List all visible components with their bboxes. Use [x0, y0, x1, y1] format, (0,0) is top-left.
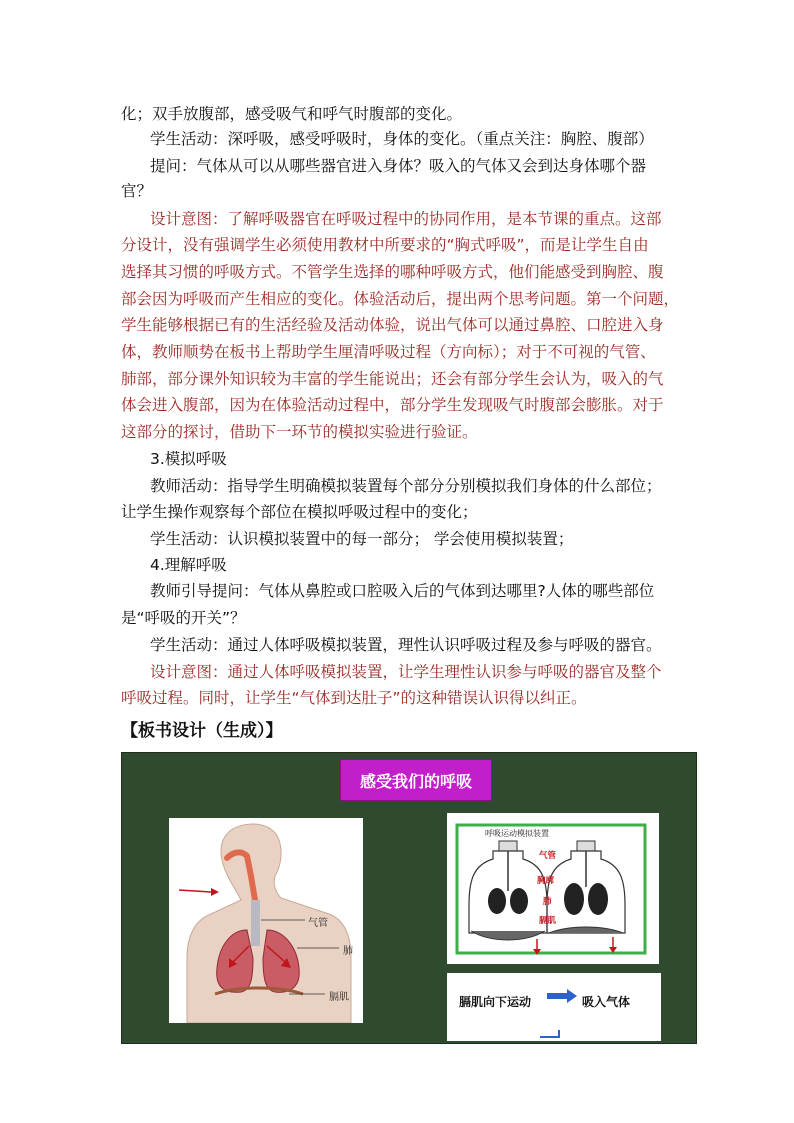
- paragraph-line: 化；双手放腹部，感受吸气和呼气时腹部的变化。: [121, 105, 463, 123]
- blackboard: [121, 752, 697, 1044]
- design-intent-line: 肺部，部分课外知识较为丰富的学生能说出；还会有部分学生会认为，吸入的气: [121, 370, 664, 388]
- paragraph-line: 学生活动：深呼吸，感受呼吸时，身体的变化。（重点关注：胸腔、腹部）: [150, 130, 654, 148]
- model-title: 呼吸运动模拟装置: [485, 829, 549, 838]
- model-lung-label: 肺: [543, 897, 552, 907]
- paragraph-line: 官？: [121, 182, 153, 200]
- breathing-model-figure: [447, 813, 659, 964]
- partial-arrow-icon: [540, 1030, 568, 1040]
- board-design-heading: 【板书设计（生成）】: [121, 721, 283, 741]
- board-title: 感受我们的呼吸: [340, 759, 492, 801]
- paragraph-line: 提问：气体从可以从哪些器官进入身体？吸入的气体又会到达身体哪个器: [150, 157, 647, 175]
- design-intent-line: 这部分的探讨，借助下一环节的模拟实验进行验证。: [121, 423, 478, 441]
- paragraph-line: 学生活动：认识模拟装置中的每一部分； 学会使用模拟装置；: [150, 530, 574, 548]
- design-intent-line: 学生能够根据已有的生活经验及活动体验，说出气体可以通过鼻腔、口腔进入身: [121, 316, 664, 334]
- design-intent-line: 部会因为呼吸而产生相应的变化。体验活动后，提出两个思考问题。第一个问题，: [121, 290, 680, 308]
- summary-panel: [447, 973, 661, 1041]
- paragraph-line: 让学生操作观察每个部位在模拟呼吸过程中的变化；: [121, 503, 478, 521]
- design-intent-line: 分设计，没有强调学生必须使用教材中所要求的“胸式呼吸”，而是让学生自由: [121, 236, 649, 254]
- lung-label: 肺: [343, 946, 353, 957]
- section-title: 3.模拟呼吸: [150, 450, 227, 468]
- breathing-model-illustration: [447, 813, 659, 964]
- design-intent-line: 设计意图：通过人体呼吸模拟装置，让学生理性认识参与呼吸的器官及整个: [150, 663, 662, 681]
- paragraph-line: 教师引导提问：气体从鼻腔或口腔吸入后的气体到达哪里?人体的哪些部位: [150, 582, 655, 600]
- anatomy-illustration: [169, 818, 363, 1023]
- model-thorax-label: 胸廓: [537, 876, 555, 886]
- diaphragm-label: 膈肌: [329, 992, 349, 1003]
- paragraph-line: 教师活动：指导学生明确模拟装置每个部分分别模拟我们身体的什么部位；: [150, 477, 662, 495]
- trachea-label: 气管: [308, 918, 328, 929]
- inhale-text: 吸入气体: [582, 995, 631, 1009]
- design-intent-line: 呼吸过程。同时，让学生“气体到达肚子”的这种错误认识得以纠正。: [121, 689, 587, 707]
- right-arrow-icon: [547, 989, 577, 1003]
- paragraph-line: 学生活动：通过人体呼吸模拟装置，理性认识呼吸过程及参与呼吸的器官。: [150, 636, 662, 654]
- design-intent-line: 选择其习惯的呼吸方式。不管学生选择的哪种呼吸方式，他们能感受到胸腔、腹: [121, 263, 664, 281]
- section-title: 4.理解呼吸: [150, 556, 227, 574]
- design-intent-line: 设计意图：了解呼吸器官在呼吸过程中的协同作用，是本节课的重点。这部: [150, 210, 662, 228]
- design-intent-line: 体会进入腹部，因为在体验活动过程中，部分学生发现吸气时腹部会膨胀。对于: [121, 396, 664, 414]
- design-intent-line: 体，教师顺势在板书上帮助学生厘清呼吸过程（方向标）；对于不可视的气管、: [121, 343, 656, 361]
- model-trachea-label: 气管: [539, 851, 557, 861]
- model-diaphragm-label: 膈肌: [539, 916, 557, 926]
- diaphragm-down-text: 膈肌向下运动: [459, 995, 532, 1009]
- paragraph-line: 是“呼吸的开关”？: [121, 609, 246, 627]
